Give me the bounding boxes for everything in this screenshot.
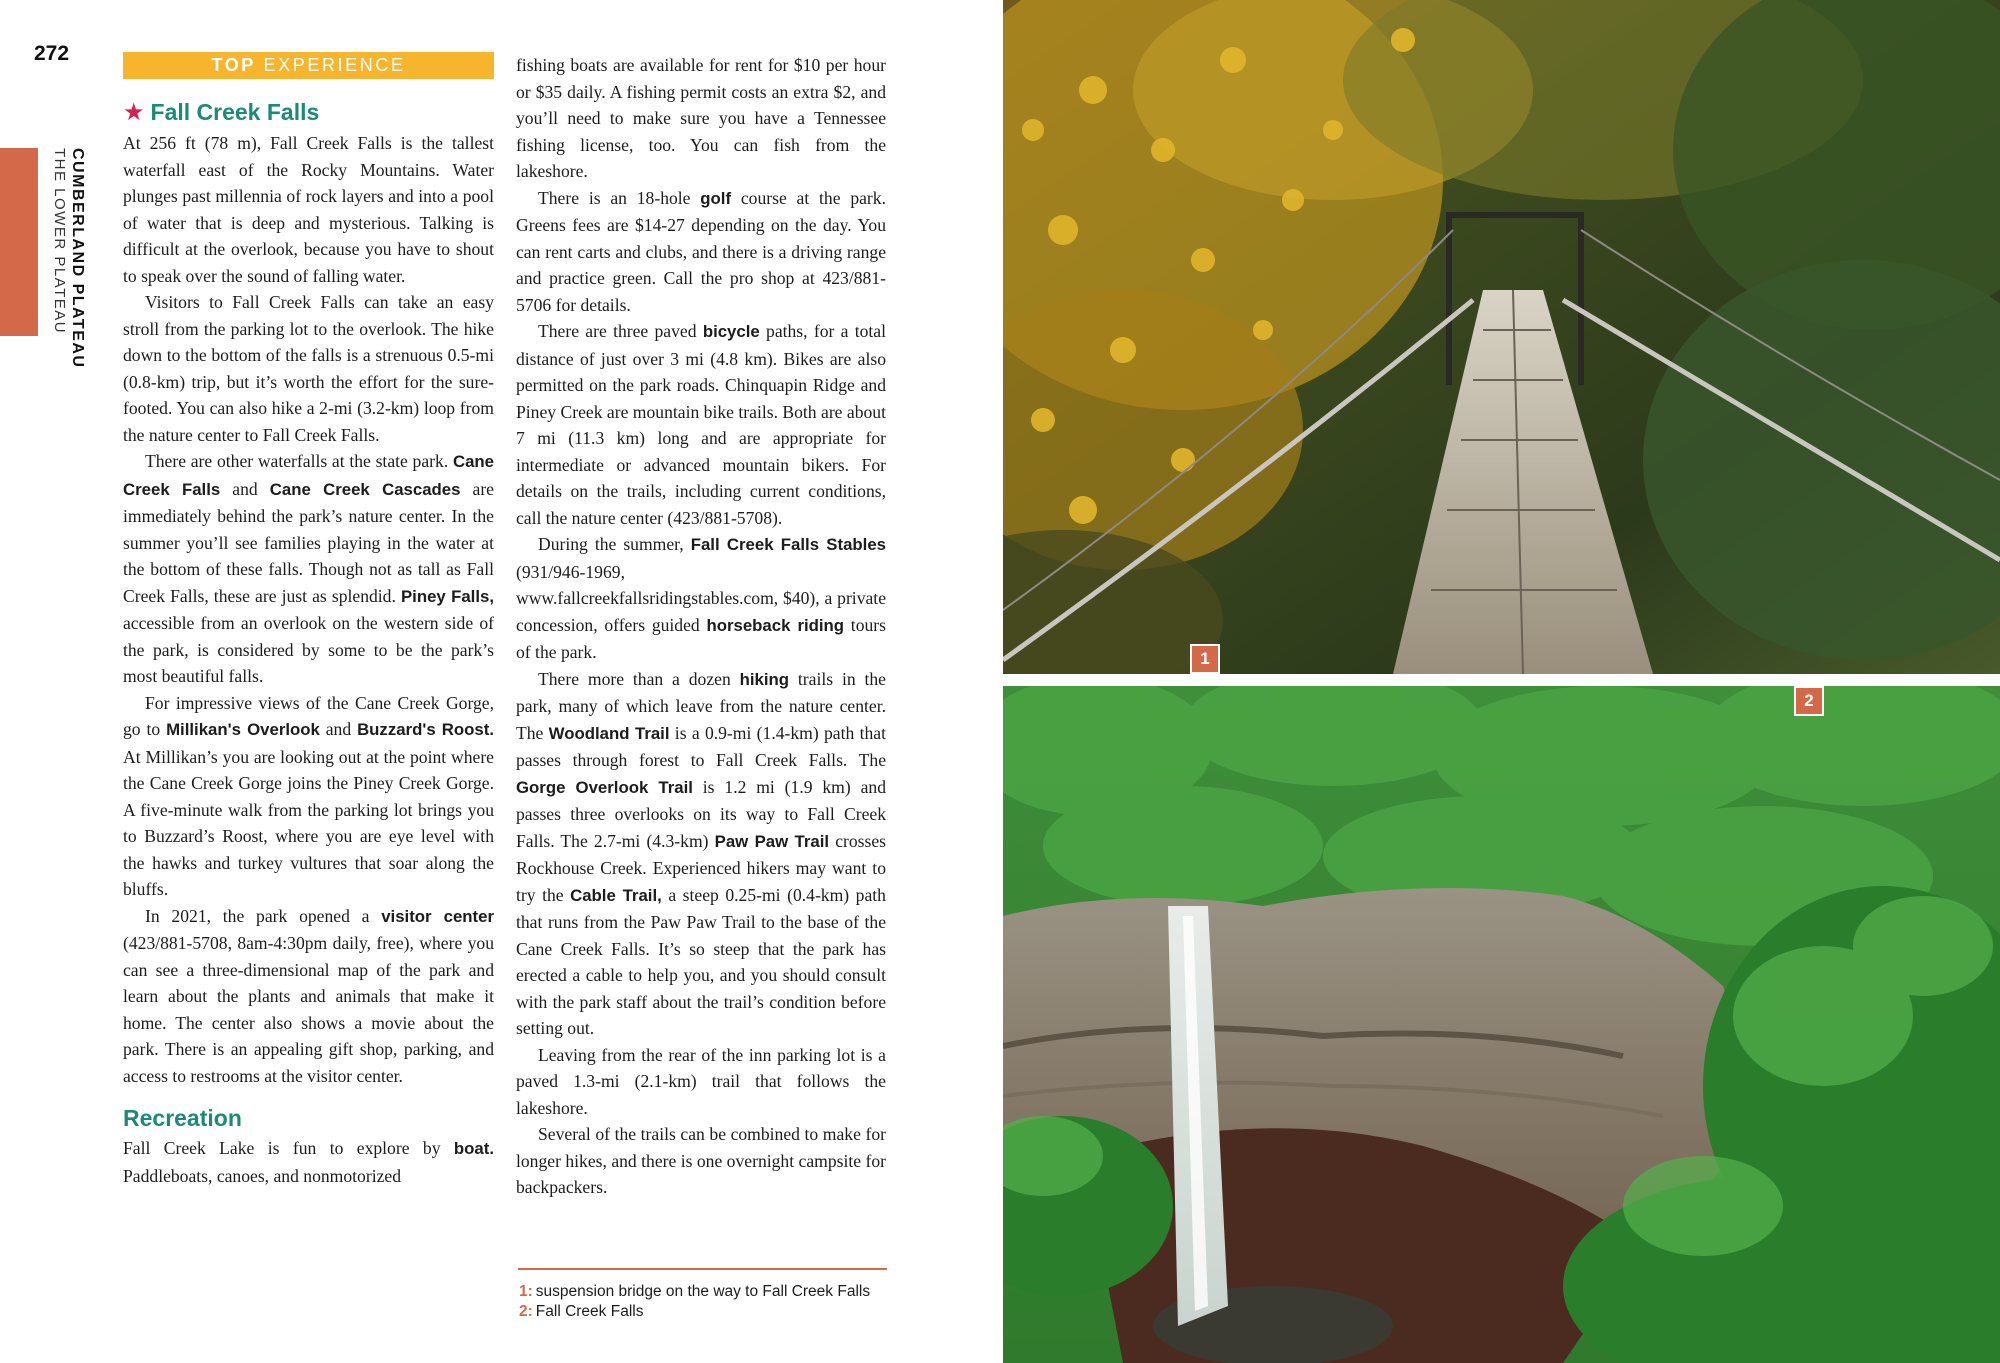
highlight-term: Gorge Overlook Trail (516, 777, 693, 797)
caption-divider (518, 1268, 887, 1270)
highlight-term: Millikan's Overlook (166, 720, 320, 739)
waterfall-illustration (1003, 686, 2000, 1363)
text-run: is 1.2 mi (1.9 km) and passes three overlooks on its way to Fall Creek Falls. The 2.7-mi (4.3-km) (516, 776, 886, 851)
text-run: In 2021, the park opened a (145, 905, 382, 926)
heading-text: Fall Creek Falls (150, 99, 320, 125)
photo-fall-creek-falls (1003, 686, 2000, 1363)
text-run: and (220, 478, 270, 499)
page-number: 272 (34, 42, 70, 65)
paragraph (123, 690, 494, 903)
section-title: THE LOWER PLATEAU (51, 148, 68, 335)
paragraph (516, 666, 886, 1042)
paragraph (123, 903, 494, 1090)
chapter-tab (0, 148, 38, 336)
highlight-term: golf (700, 188, 732, 208)
paragraph (516, 185, 886, 319)
highlight-term: visitor center (381, 906, 494, 926)
highlight-term: Fall Creek Falls Stables (690, 535, 886, 554)
photo-captions (519, 1282, 889, 1322)
highlight-term: horseback riding (706, 615, 845, 635)
middle-text-column (516, 52, 886, 1201)
banner-strong: TOP (211, 55, 256, 75)
text-run: There are other waterfalls at the state park. (145, 451, 453, 471)
text-run: are immediately behind the park’s nature center. In the summer you’ll see families playing in the water at the bottom of these falls. Though not as tall as Fall Creek Falls, these are just as splendid. (123, 478, 494, 606)
paragraph: At 256 ft (78 m), Fall Creek Falls is the tallest waterfall east of the Rocky Mountains. Water plunges past millennia of rock layers and into a pool of water that is deep and mysterious. Talking is difficult at the overlook, because you have to shout to speak over the sound of falling water. (123, 133, 494, 286)
top-experience-banner (123, 52, 494, 79)
text-run: accessible from an overlook on the western side of the park, is considered by some to be the park’s most beautiful falls. (123, 613, 494, 686)
paragraph: Visitors to Fall Creek Falls can take an easy stroll from the parking lot to the overlook. The hike down to the bottom of the falls is a strenuous 0.5-mi (0.8-km) trip, but it’s worth the effort for the sure-footed. You can also hike a 2-mi (3.2-km) loop from the nature center to Fall Creek Falls. (123, 292, 494, 445)
text-run: During the summer, (538, 534, 691, 554)
text-run: For impressive views of the Cane Creek Gorge, go to (123, 692, 494, 739)
star-icon: ★ (123, 99, 145, 126)
text-run: (423/881-5708, 8am-4:30pm daily, free), where you can see a three-dimensional map of the park and learn about the plants and animals that make it home. The center also shows a movie about the park. There is an appealing gift shop, parking, and access to restrooms at the visitor center. (123, 933, 494, 1086)
caption-text: Fall Creek Falls (535, 1303, 644, 1320)
photo-badge-1: 1 (1190, 644, 1220, 674)
section-heading-recreation: Recreation (123, 1105, 242, 1131)
bridge-illustration (1003, 0, 2000, 674)
left-text-column (123, 52, 494, 1189)
highlight-term: bicycle (702, 322, 760, 341)
highlight-term: Buzzard's Roost. (357, 720, 495, 739)
text-run: crosses Rockhouse Creek. Experienced hikers may want to try the (516, 830, 887, 905)
text-run: trails in the park, many of which leave from the nature center. The (516, 668, 886, 743)
highlight-term: Cane Creek Cascades (269, 479, 461, 499)
highlight-term: Woodland Trail (548, 723, 670, 743)
highlight-term: Piney Falls, (400, 586, 494, 606)
text-run: is a 0.9-mi (1.4-km) path that passes through forest to Fall Creek Falls. The (516, 722, 886, 770)
caption-text: suspension bridge on the way to Fall Creek Falls (535, 1283, 871, 1300)
highlight-term: boat. (453, 1139, 494, 1158)
caption-number: 2: (519, 1303, 533, 1320)
text-run: course at the park. Greens fees are $14-27 depending on the day. You can rent carts and clubs, and there is a driving range and practice green. Call the pro shop at 423/881-5706 for details. (516, 187, 886, 315)
paragraph (123, 1135, 494, 1189)
paragraph: Several of the trails can be combined to make for longer hikes, and there is one overnight campsite for backpackers. (516, 1124, 886, 1197)
highlight-term: Paw Paw Trail (714, 831, 830, 851)
paragraph (123, 448, 494, 690)
text-run: At Millikan’s you are looking out at the point where the Cane Creek Gorge joins the Piney Creek Gorge. A five-minute walk from the parking lot brings you to Buzzard’s Roost, where you are eye level with the hawks and turkey vultures that soar along the bluffs. (123, 746, 494, 899)
photo-badge-2: 2 (1794, 686, 1824, 716)
text-run: paths, for a total distance of just over 3 mi (4.8 km). Bikes are also permitted on the park roads. Chinquapin Ridge and Piney Creek are mountain bike trails. Both are about 7 mi (11.3 km) long and are appropriate for intermediate or advanced mountain bikers. For details on the trails, including current conditions, call the nature center (423/881-5708). (516, 321, 886, 528)
chapter-title: CUMBERLAND PLATEAU (69, 148, 86, 369)
highlight-term: Cable Trail, (570, 885, 662, 905)
caption-2 (519, 1302, 889, 1322)
photo-suspension-bridge (1003, 0, 2000, 674)
highlight-term: hiking (739, 669, 790, 689)
text-run: Fall Creek Lake is fun to explore by (123, 1138, 454, 1158)
text-run: (931/946-1969, www.fallcreekfallsridingstables.com, $40), a private concession, offers guided (516, 561, 886, 635)
caption-1 (519, 1282, 889, 1302)
text-run: There are three paved (538, 321, 703, 341)
paragraph (516, 318, 886, 531)
text-run: There more than a dozen (538, 668, 740, 689)
paragraph (516, 531, 886, 666)
banner-rest: EXPERIENCE (255, 55, 406, 75)
caption-number: 1: (519, 1283, 533, 1300)
text-run: There is an 18-hole (538, 187, 701, 208)
text-run: and (319, 719, 358, 739)
paragraph: fishing boats are available for rent for $10 per hour or $35 daily. A fishing permit costs an extra $2, and you’ll need to make sure you have a Tennessee fishing license, too. You can fish from the lakeshore. (516, 55, 886, 181)
section-heading-fall-creek-falls (123, 97, 494, 128)
text-run: tours of the park. (516, 614, 886, 662)
highlight-term: Cane Creek Falls (123, 452, 494, 499)
text-run: a steep 0.25-mi (0.4-km) path that runs from the Paw Paw Trail to the base of the Cane Creek Falls. It’s so steep that the park has erected a cable to help you, and you should consult with the park staff about the trail’s condition before setting out. (516, 884, 886, 1038)
running-header (44, 148, 86, 388)
paragraph: Leaving from the rear of the inn parking lot is a paved 1.3-mi (2.1-km) trail that follows the lakeshore. (516, 1044, 886, 1118)
text-run: Paddleboats, canoes, and nonmotorized (123, 1165, 402, 1186)
